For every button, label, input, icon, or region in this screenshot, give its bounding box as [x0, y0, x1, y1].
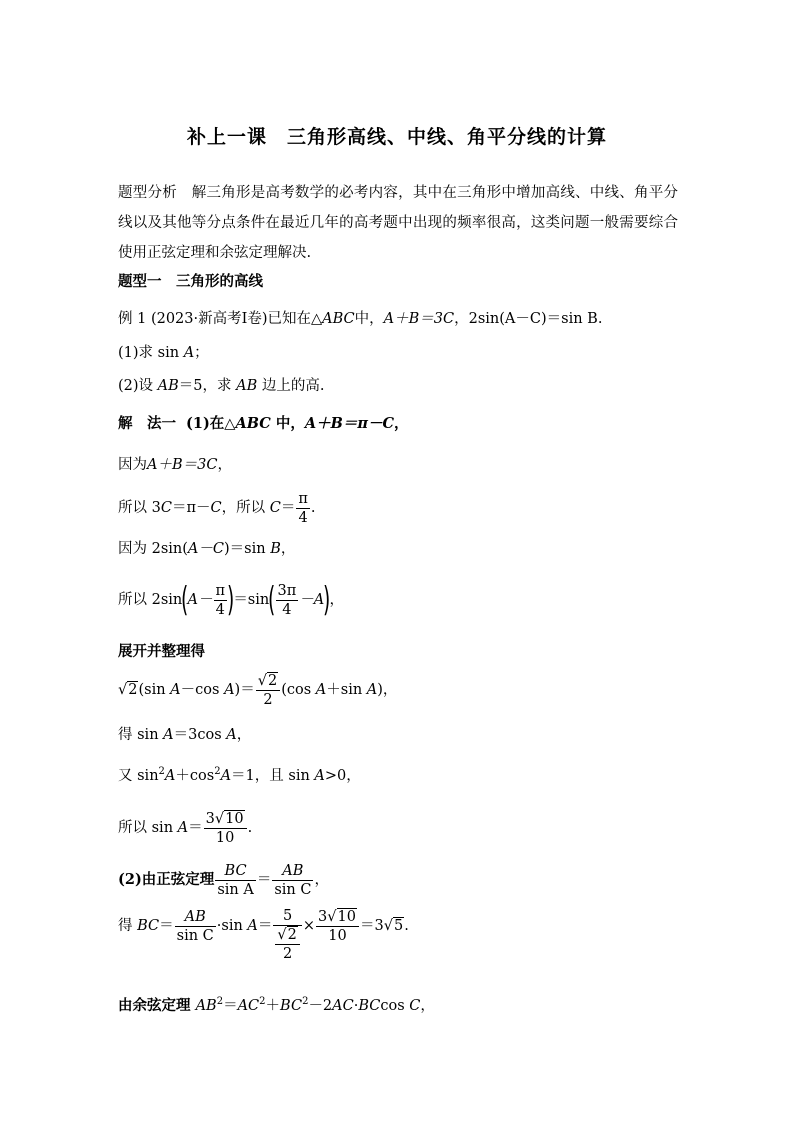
solution-line-8: 得 sin A＝3cos A，: [118, 727, 252, 743]
solution-line-5: 所以 2sin(A－ $\frac{\pi}{4}$ )＝sin( $\frac{3\pi}{4}$ －A)，: [118, 580, 345, 620]
sqrt-2: √2: [118, 682, 138, 698]
solution-line-2: 因为A＋B＝3C，: [118, 457, 232, 473]
fraction-pi-over-4: $\frac{\pi}{4}$: [298, 490, 308, 526]
intro-label: 题型分析: [118, 185, 177, 201]
fraction-ab-over-sinc: $\frac{AB}{\text{sin C}}$: [274, 862, 312, 898]
solution-line-10: 所以 sin A＝ $\frac{3√10}{10}$ .: [118, 810, 253, 846]
fraction-3sqrt10-over-10: $\frac{3√10}{10}$: [204, 810, 247, 847]
solution-line-3: 所以 3C＝π－C，所以 C＝ $\frac{\pi}{4}$ .: [118, 490, 316, 526]
question-1: (1)求 sin A；: [118, 345, 209, 361]
solution-line-9: 又 $\sin^2A+\cos^2A=1$，且 sin A>0，: [118, 766, 361, 784]
solution-line-7: √2(sin A－cos A)＝ $\frac{√2}{2}$ (cos A＋sin A)，: [118, 670, 684, 710]
solution-line-4: 因为 2sin(A－C)＝sin B，: [118, 541, 296, 557]
solution-line-1: 解 法一 (1)在△ABC 中，A＋B＝π－C，: [118, 415, 409, 432]
fraction-3pi-over-4: $\frac{3\pi}{4}$: [277, 582, 297, 618]
fraction-sqrt2-over-2: $\frac{√2}{2}$: [256, 672, 280, 709]
solution-line-12: 得 BC＝ $\frac{AB}{\text{sin C}}$ ·sin A＝ $\frac{5}{\frac{√2}{2}}$ × $\frac{3√10}{10}$ ＝3√5.: [118, 907, 409, 962]
example-1: 例 1 (2023·新高考Ⅰ卷)已知在△ABC中，A＋B＝3C，2sin(A－C)＝sin B.: [118, 311, 603, 327]
question-2: (2)设 AB＝5，求 AB 边上的高.: [118, 378, 325, 394]
solution-line-13: 由余弦定理 $AB^2=AC^2+BC^2-2AC\cdot BCcos$ C，: [118, 996, 435, 1014]
fraction-bc-over-sina: $\frac{BC}{\text{sin A}}$: [217, 862, 254, 898]
intro-paragraph: [118, 178, 678, 268]
page-title: 补上一课 三角形高线、中线、角平分线的计算: [186, 126, 607, 148]
sqrt-5: √5: [383, 918, 404, 934]
fraction-5-over-sqrt2-over-2: $\frac{5}{\frac{√2}{2}}$: [273, 907, 301, 963]
intro-text: 解三角形是高考数学的必考内容，其中在三角形中增加高线、中线、角平分线以及其他等分点条件在最近几年的高考题中出现的频率很高，这类问题一般需要综合使用正弦定理和余弦定理解决.: [118, 185, 679, 261]
fraction-3sqrt10-over-10: $\frac{3√10}{10}$: [316, 908, 359, 945]
fraction-ab-over-sinc: $\frac{AB}{\text{sin C}}$: [176, 908, 214, 944]
solution-line-6: 展开并整理得: [118, 643, 205, 660]
solution-line-11: (2)由正弦定理 $\frac{BC}{\text{sin A}}$ ＝ $\frac{AB}{\text{sin C}}$ ，: [118, 862, 329, 898]
type1-heading: 题型一 三角形的高线: [118, 273, 263, 290]
fraction-pi-over-4: $\frac{\pi}{4}$: [215, 582, 226, 618]
